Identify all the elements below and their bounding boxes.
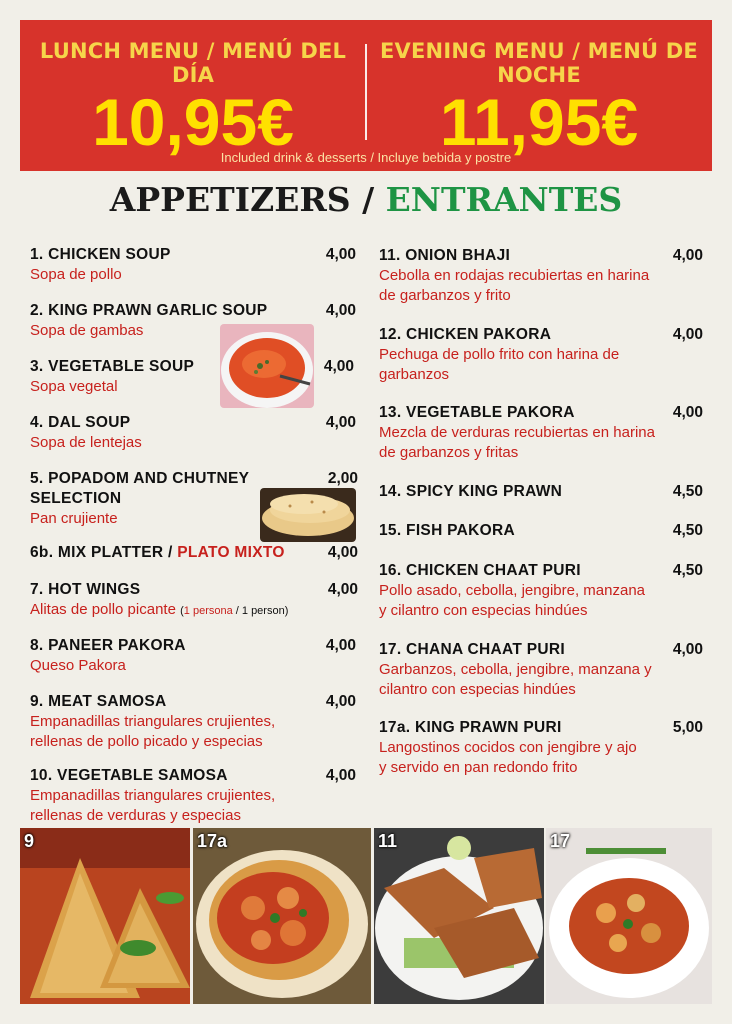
menu-item	[379, 403, 703, 463]
evening-menu-title: EVENING MENU / MENÚ DE NOCHE	[380, 39, 698, 87]
item-price: 4,00	[325, 767, 356, 784]
item-description-continued: rellenas de pollo picado y especias	[30, 733, 263, 750]
menu-item	[30, 580, 358, 621]
item-name: 17. CHANA CHAAT PURI	[379, 641, 565, 658]
onion-bhaji-photo	[374, 828, 544, 1004]
price-banner	[20, 20, 712, 171]
item-description: Garbanzos, cebolla, jengibre, manzana y	[379, 661, 652, 678]
menu-item	[30, 543, 358, 563]
item-description: Sopa de pollo	[30, 266, 122, 283]
item-price: 4,00	[672, 247, 703, 264]
lunch-menu-title: LUNCH MENU / MENÚ DEL DÍA	[39, 39, 347, 87]
item-description-continued: de garbanzos y fritas	[379, 444, 519, 461]
evening-menu-price: 11,95€	[439, 85, 639, 159]
item-description-text: Alitas de pollo picante	[30, 601, 176, 618]
item-price: 4,50	[672, 522, 703, 539]
item-name: 12. CHICKEN PAKORA	[379, 326, 552, 343]
chana-chaat-photo	[546, 828, 712, 1004]
menu-item	[379, 325, 703, 385]
item-description: Langostinos cocidos con jengibre y ajo	[379, 739, 637, 756]
heading-spanish: ENTRANTES	[385, 180, 623, 219]
item-price: 4,50	[672, 562, 703, 579]
menu-item	[379, 640, 703, 700]
item-price: 4,00	[672, 641, 703, 658]
item-price: 4,00	[323, 358, 354, 375]
menu-item	[30, 766, 356, 826]
samosa-photo	[20, 828, 190, 1004]
popadom-photo	[260, 488, 356, 542]
included-note: Included drink & desserts / Incluye bebida y postre	[220, 150, 512, 165]
item-price: 4,00	[325, 637, 356, 654]
section-heading	[0, 180, 732, 219]
menu-item	[30, 245, 356, 285]
item-name: 2. KING PRAWN GARLIC SOUP	[30, 302, 268, 319]
menu-item	[379, 246, 703, 306]
menu-item	[379, 482, 703, 502]
item-name: 15. FISH PAKORA	[379, 522, 515, 539]
item-name: 4. DAL SOUP	[30, 414, 131, 431]
item-description-continued: garbanzos	[379, 366, 450, 383]
item-description: Sopa de lentejas	[30, 434, 142, 451]
item-description: Pollo asado, cebolla, jengibre, manzana	[379, 582, 646, 599]
item-price: 4,00	[325, 693, 356, 710]
heading-english: APPETIZERS /	[109, 180, 375, 219]
king-prawn-puri-photo	[193, 828, 371, 1004]
item-description: Cebolla en rodajas recubiertas en harina	[379, 267, 650, 284]
item-description-continued: rellenas de verduras y especias	[30, 807, 241, 824]
photo-label: 17	[550, 831, 571, 851]
item-price: 4,00	[327, 544, 358, 561]
item-description: Sopa de gambas	[30, 322, 144, 339]
menu-item	[379, 521, 703, 541]
item-name: 16. CHICKEN CHAAT PURI	[379, 562, 581, 579]
menu-item	[30, 692, 356, 752]
item-name: 5. POPADOM AND CHUTNEY	[30, 470, 250, 487]
menu-item	[30, 636, 356, 676]
item-description-continued: y cilantro con especias hindúes	[379, 602, 588, 619]
item-description-continued: y servido en pan redondo frito	[379, 759, 578, 776]
item-name-english: 6b. MIX PLATTER /	[30, 544, 173, 561]
item-name: 9. MEAT SAMOSA	[30, 693, 167, 710]
item-name: 7. HOT WINGS	[30, 581, 141, 598]
item-price: 4,00	[325, 246, 356, 263]
lunch-menu-block	[20, 20, 366, 159]
item-description: Queso Pakora	[30, 657, 126, 674]
item-description: Pechuga de pollo frito con harina de	[379, 346, 620, 363]
photo-label: 17a	[197, 831, 228, 851]
item-description: Sopa vegetal	[30, 378, 118, 395]
item-price: 4,00	[325, 414, 356, 431]
item-description: Pan crujiente	[30, 510, 118, 527]
item-price: 5,00	[672, 719, 703, 736]
menu-item	[379, 718, 703, 778]
item-price: 4,00	[672, 404, 703, 421]
item-name	[30, 543, 358, 563]
item-name: 1. CHICKEN SOUP	[30, 246, 171, 263]
photo-label: 11	[378, 831, 398, 851]
item-name: 14. SPICY KING PRAWN	[379, 483, 563, 500]
item-name: 13. VEGETABLE PAKORA	[379, 404, 575, 421]
menu-item	[30, 413, 356, 453]
evening-menu-block	[366, 20, 712, 159]
lunch-menu-price: 10,95€	[92, 85, 294, 159]
item-name: 8. PANEER PAKORA	[30, 637, 186, 654]
item-description: Empanadillas triangulares crujientes,	[30, 713, 276, 730]
item-name: 11. ONION BHAJI	[379, 247, 511, 264]
item-name: 3. VEGETABLE SOUP	[30, 358, 195, 375]
item-price: 4,00	[325, 302, 356, 319]
item-price: 4,00	[672, 326, 703, 343]
soup-photo	[220, 324, 314, 408]
photo-label: 9	[24, 831, 35, 851]
item-name: 10. VEGETABLE SAMOSA	[30, 767, 228, 784]
menu-item	[379, 561, 703, 621]
item-price: 2,00	[327, 470, 358, 487]
item-name: 17a. KING PRAWN PURI	[379, 719, 562, 736]
item-description: Mezcla de verduras recubiertas en harina	[379, 424, 655, 441]
item-description-continued: cilantro con especias hindúes	[379, 681, 576, 698]
item-price: 4,50	[672, 483, 703, 500]
item-description-continued: de garbanzos y frito	[379, 287, 511, 304]
item-name-spanish: PLATO MIXTO	[177, 544, 285, 561]
portion-note: (1 persona / 1 person)	[180, 605, 289, 617]
item-price: 4,00	[327, 581, 358, 598]
item-description: Empanadillas triangulares crujientes,	[30, 787, 276, 804]
item-description	[30, 600, 358, 621]
item-name-continued: SELECTION	[30, 490, 122, 507]
